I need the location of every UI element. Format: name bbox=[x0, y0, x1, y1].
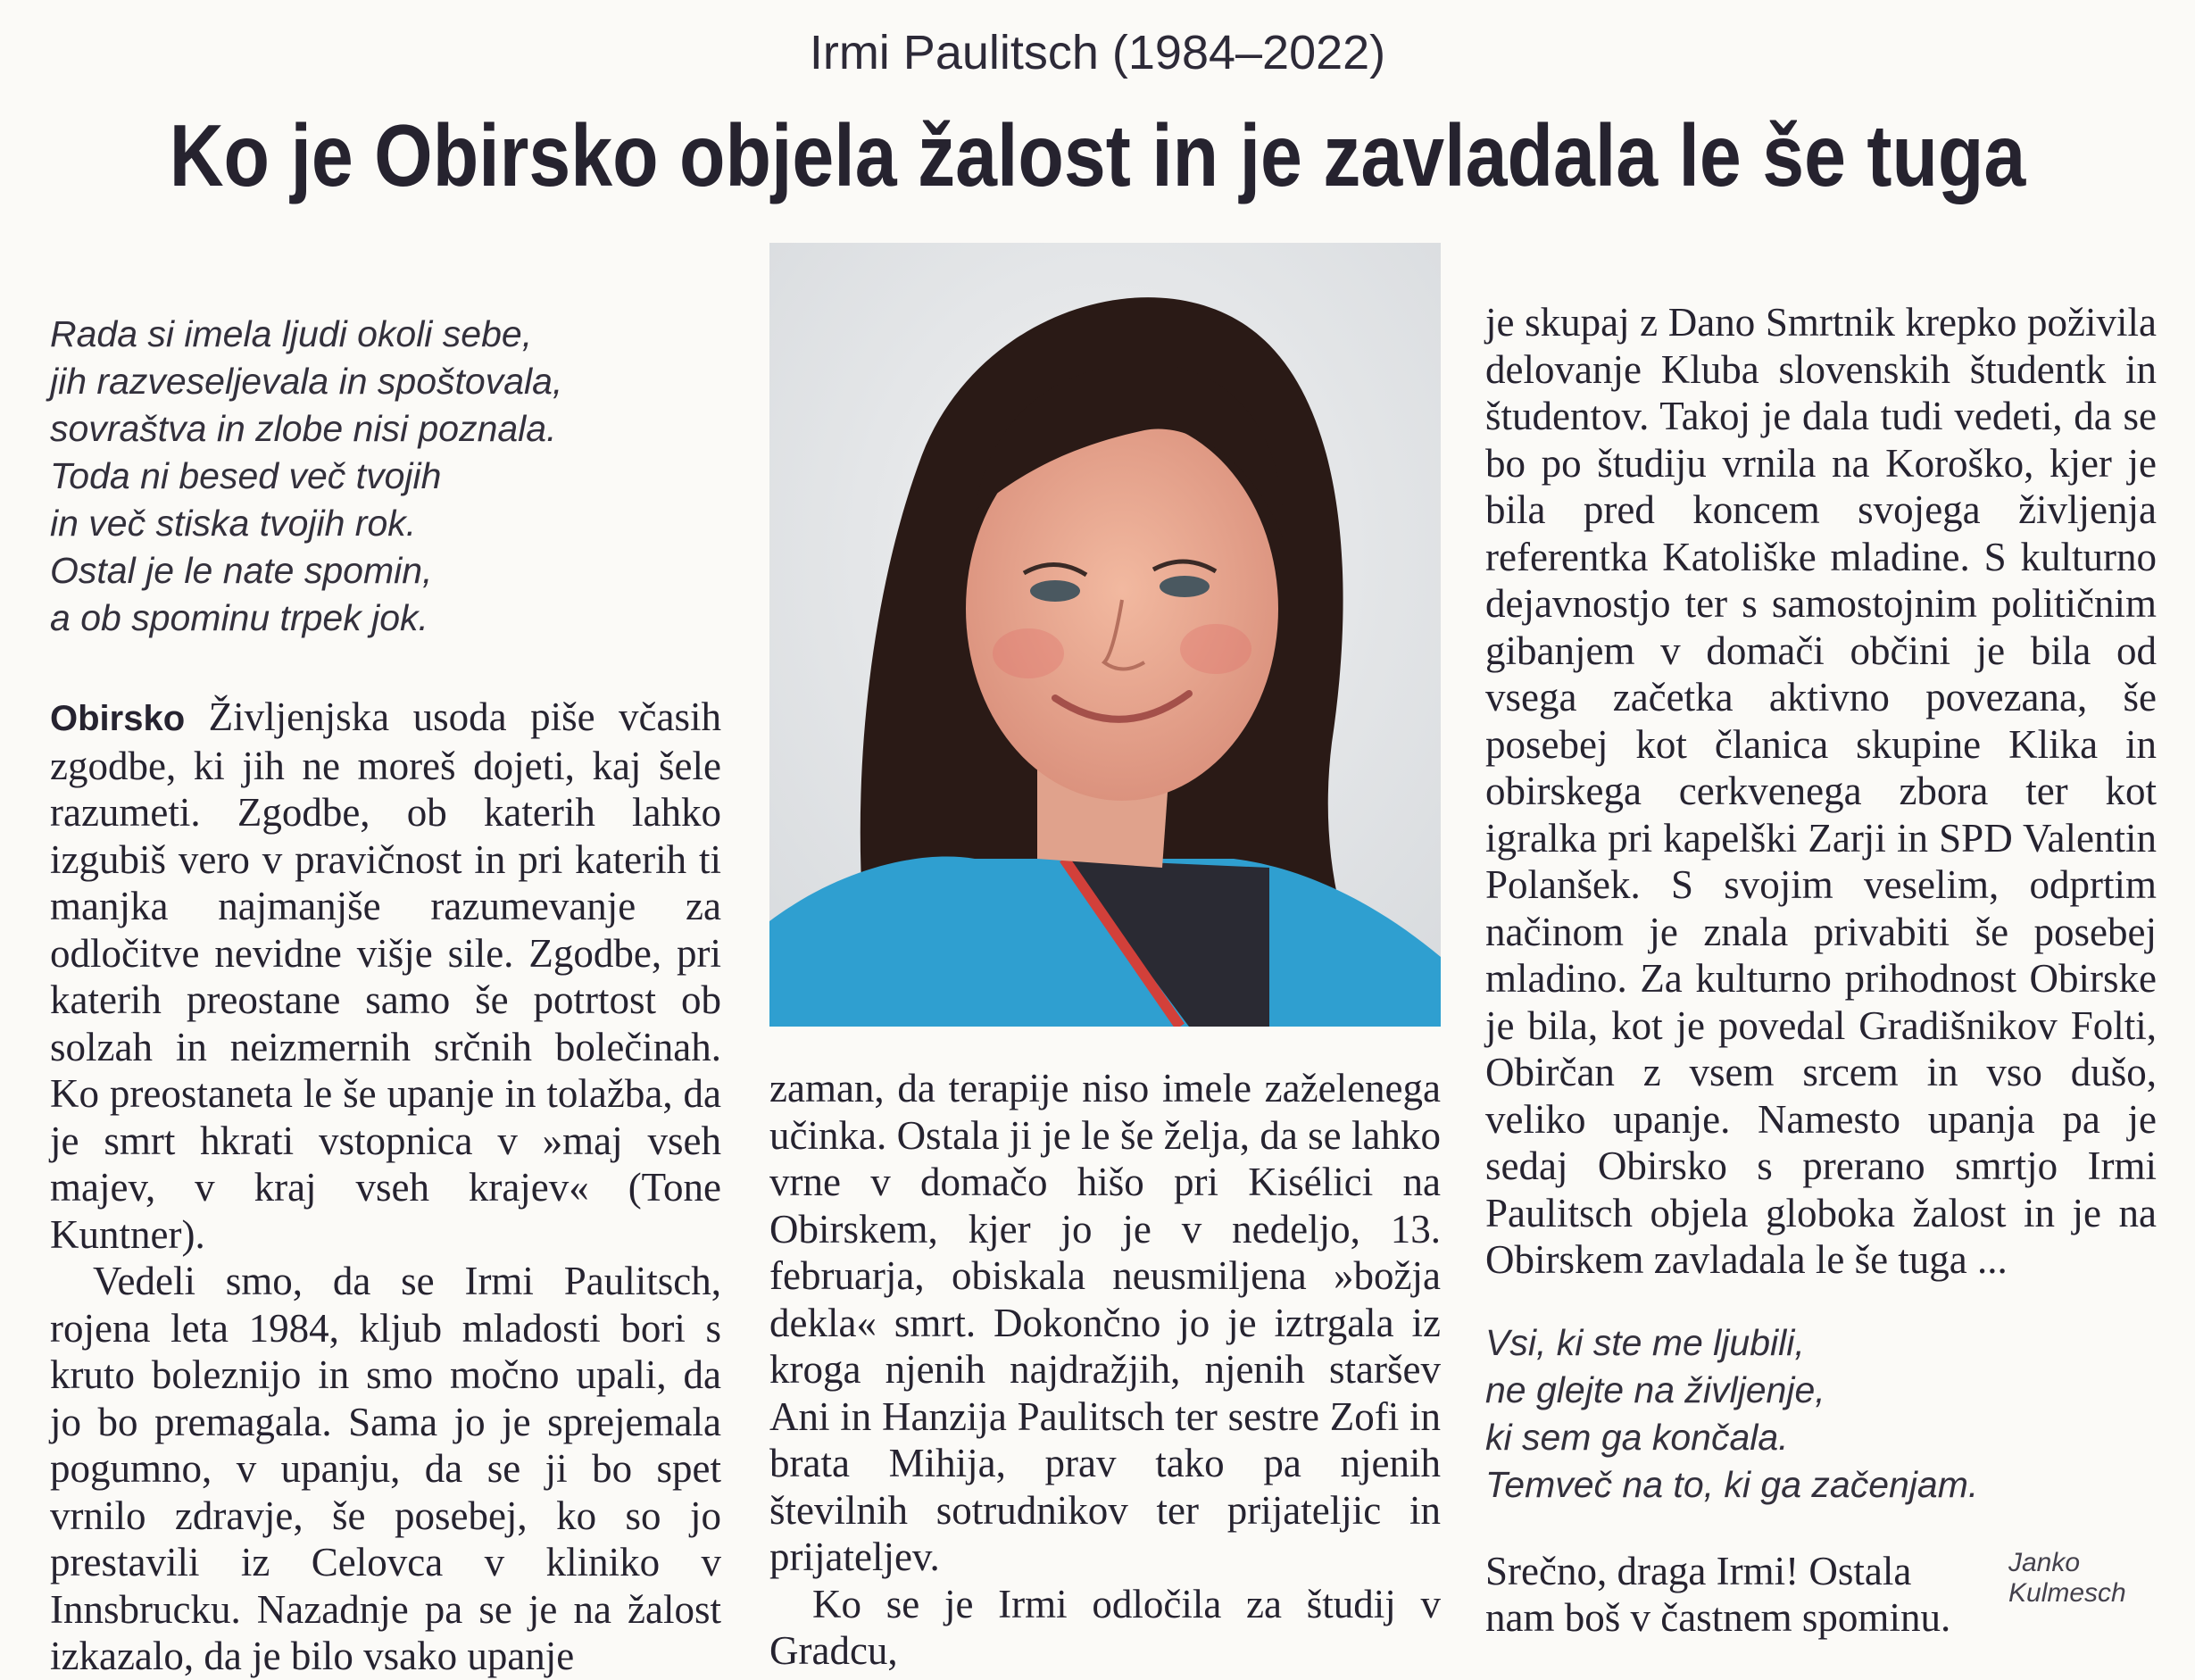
article-kicker: Irmi Paulitsch (1984–2022) bbox=[809, 26, 1386, 79]
dateline: Obirsko bbox=[50, 699, 186, 738]
column-3 bbox=[1485, 299, 2157, 1642]
poem-line: Rada si imela ljudi okoli sebe, bbox=[50, 313, 533, 354]
author-signature: Janko Kulmesch bbox=[2008, 1548, 2126, 1608]
column-2 bbox=[769, 1065, 1441, 1675]
poem-line: Temveč na to, ki ga začenjam. bbox=[1485, 1463, 1979, 1505]
column-1 bbox=[50, 311, 721, 1680]
body-paragraph: Vedeli smo, da se Irmi Paulitsch, rojena leta 1984, kljub mladosti bori s kruto boleznijo in smo močno upali, da jo bo premagala. Sama jo je sprejemala pogumno, v upanju, da se ji bo spet vrnilo zdravje, še posebej, ko so jo prestavili iz Celovca v kliniko v Innsbrucku. Nazadnje pa se je na žalost izkazalo, da je bilo vsako upanje bbox=[50, 1259, 721, 1678]
poem-line: sovraštva in zlobe nisi poznala. bbox=[50, 408, 557, 449]
body-paragraph: Ko se je Irmi odločila za študij v Gradcu, bbox=[769, 1581, 1441, 1673]
body-paragraph: je skupaj z Dano Smrtnik krepko poživila delovanje Kluba slovenskih študentk in študentov. Takoj je dala tudi vedeti, da se bo po študiju vrnila na Koroško, kjer je bila pred koncem svojega življenja referentka Katoliške mladine. S kulturno dejavnostjo ter s samostojnim političnim gibanjem v domači občini je bila od vsega začetka aktivno povezana, še posebej kot članica skupine Klika in obirskega cerkvenega zbora ter kot igralka pri kapelški Zarji in SPD Valentin Polanšek. S svojim veselim, odprtim načinom je znala privabiti še posebej mladino. Za kulturno prihodnost Obirske je bila, kot je povedal Gradišnikov Folti, Obirčan z vsem srcem in vso dušo, veliko upanje. Namesto upanja pa je sedaj Obirsko s prerano smrtjo Irmi Paulitsch objela globoka žalost in je na Obirskem zavladala le še tuga ... bbox=[1485, 300, 2157, 1282]
poem-line: ki sem ga končala. bbox=[1485, 1416, 1789, 1458]
poem-line: Toda ni besed več tvojih bbox=[50, 455, 442, 496]
closing-poem bbox=[1485, 1319, 2157, 1509]
opening-poem bbox=[50, 311, 721, 642]
article-headline: Ko je Obirsko objela žalost in je zavladala le še tuga bbox=[169, 106, 2026, 204]
poem-line: Vsi, ki ste me ljubili, bbox=[1485, 1321, 1805, 1363]
poem-line: jih razveseljevala in spoštovala, bbox=[50, 361, 563, 402]
portrait-photo bbox=[769, 243, 1441, 1027]
portrait-illustration bbox=[769, 243, 1441, 1027]
body-paragraph bbox=[50, 694, 721, 1258]
poem-line: in več stiska tvojih rok. bbox=[50, 503, 417, 544]
poem-line: a ob spominu trpek jok. bbox=[50, 597, 428, 638]
body-paragraph: zaman, da terapije niso imele zaželenega učinka. Ostala ji je le še želja, da se lahko vrne v domačo hišo pri Kisélici na Obirskem, kjer jo je v nedeljo, 13. februarja, obiskala neusmiljena »božja dekla« smrt. Dokončno jo je iztrgala iz kroga njenih najdražjih, njenih staršev Ani in Hanzija Paulitsch ter sestre Zofi in brata Mihija, prav tako pa njenih številnih sotrudnikov ter prijateljic in prijateljev. bbox=[769, 1066, 1441, 1579]
poem-line: ne glejte na življenje, bbox=[1485, 1368, 1825, 1410]
farewell-text: Srečno, draga Irmi! Ostala nam boš v častnem spominu. bbox=[1485, 1548, 1951, 1640]
poem-line: Ostal je le nate spomin, bbox=[50, 550, 433, 591]
paragraph-text: Življenjska usoda piše včasih zgodbe, ki jih ne moreš dojeti, kaj šele razumeti. Zgodbe, ob katerih lahko izgubiš vero v pravičnost in pri katerih ti manjka najmanjše razumevanje za odločitve nevidne višje sile. Zgodbe, pri katerih preostane samo še potrtost ob solzah in neizmernih srčnih bolečinah. Ko preostaneta le še upanje in tolažba, da je smrt hkrati vstopnica v »maj vseh majev, v kraj vseh krajev« (Tone Kuntner). bbox=[50, 694, 722, 1257]
